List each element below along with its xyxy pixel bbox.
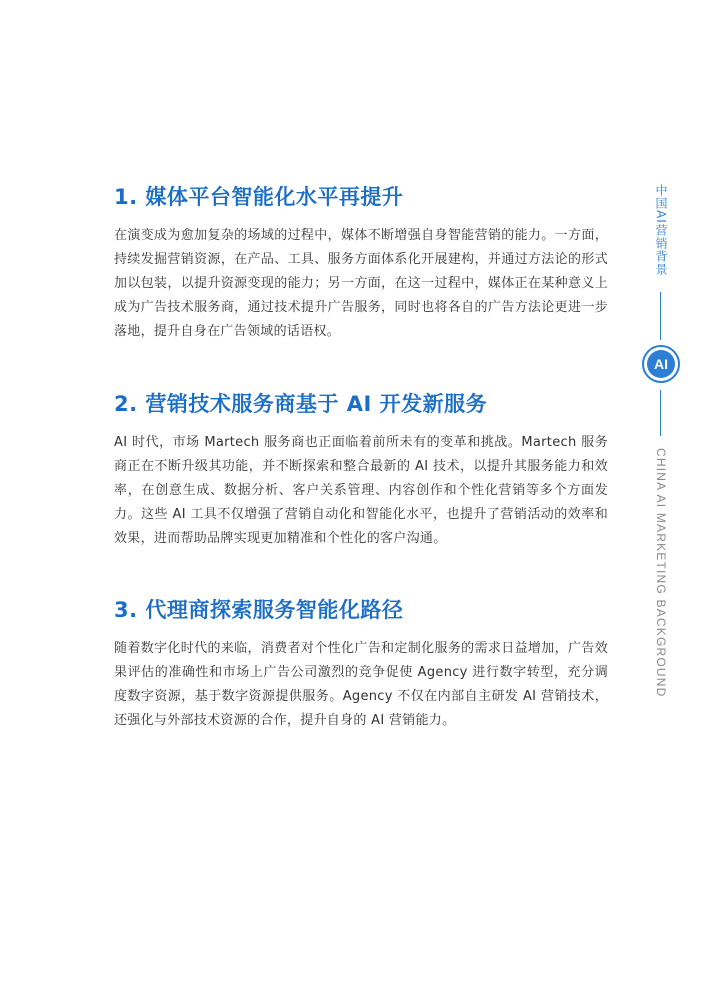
side-divider-top <box>660 292 661 340</box>
side-title-english: CHINA AI MARKETING BACKGROUND <box>654 448 668 698</box>
side-divider-bottom <box>660 390 661 436</box>
section-body: 随着数字化时代的来临，消费者对个性化广告和定制化服务的需求日益增加，广告效果评估的准确性和市场上广告公司激烈的竞争促使 Agency 进行数字转型，充分调度数字资源，基于数字资源提供服务。Agency 不仅在内部自主研发 AI 营销技术，还强化与外部技术资源的合作，提升自身的 AI 营销能力。 <box>114 641 608 728</box>
ai-badge-label: AI <box>647 350 675 378</box>
section-heading: 1. 媒体平台智能化水平再提升 <box>114 185 404 209</box>
side-title-chinese: 中国AI营销背景 <box>654 184 668 276</box>
section-body: AI 时代，市场 Martech 服务商也正面临着前所未有的变革和挑战。Martech 服务商正在不断升级其功能，并不断探索和整合最新的 AI 技术，以提升其服务能力和效率，在创意生成、数据分析、客户关系管理、内容创作和个性化营销等多个方面发力。这些 AI 工具不仅增强了营销自动化和智能化水平，也提升了营销活动的效率和效果，进而帮助品牌实现更加精准和个性化的客户沟通。 <box>114 435 608 546</box>
section-media-platform <box>114 182 608 344</box>
section-martech <box>114 389 608 551</box>
ai-badge-icon <box>642 345 680 383</box>
section-heading: 3. 代理商探索服务智能化路径 <box>114 598 404 622</box>
section-body: 在演变成为愈加复杂的场域的过程中，媒体不断增强自身智能营销的能力。一方面，持续发掘营销资源，在产品、工具、服务方面体系化开展建构，并通过方法论的形式加以包装，以提升资源变现的能力；另一方面，在这一过程中，媒体正在某种意义上成为广告技术服务商，通过技术提升广告服务，同时也将各自的广告方法论更进一步落地，提升自身在广告领域的话语权。 <box>114 228 608 339</box>
section-heading: 2. 营销技术服务商基于 AI 开发新服务 <box>114 392 488 416</box>
section-agency <box>114 595 608 733</box>
